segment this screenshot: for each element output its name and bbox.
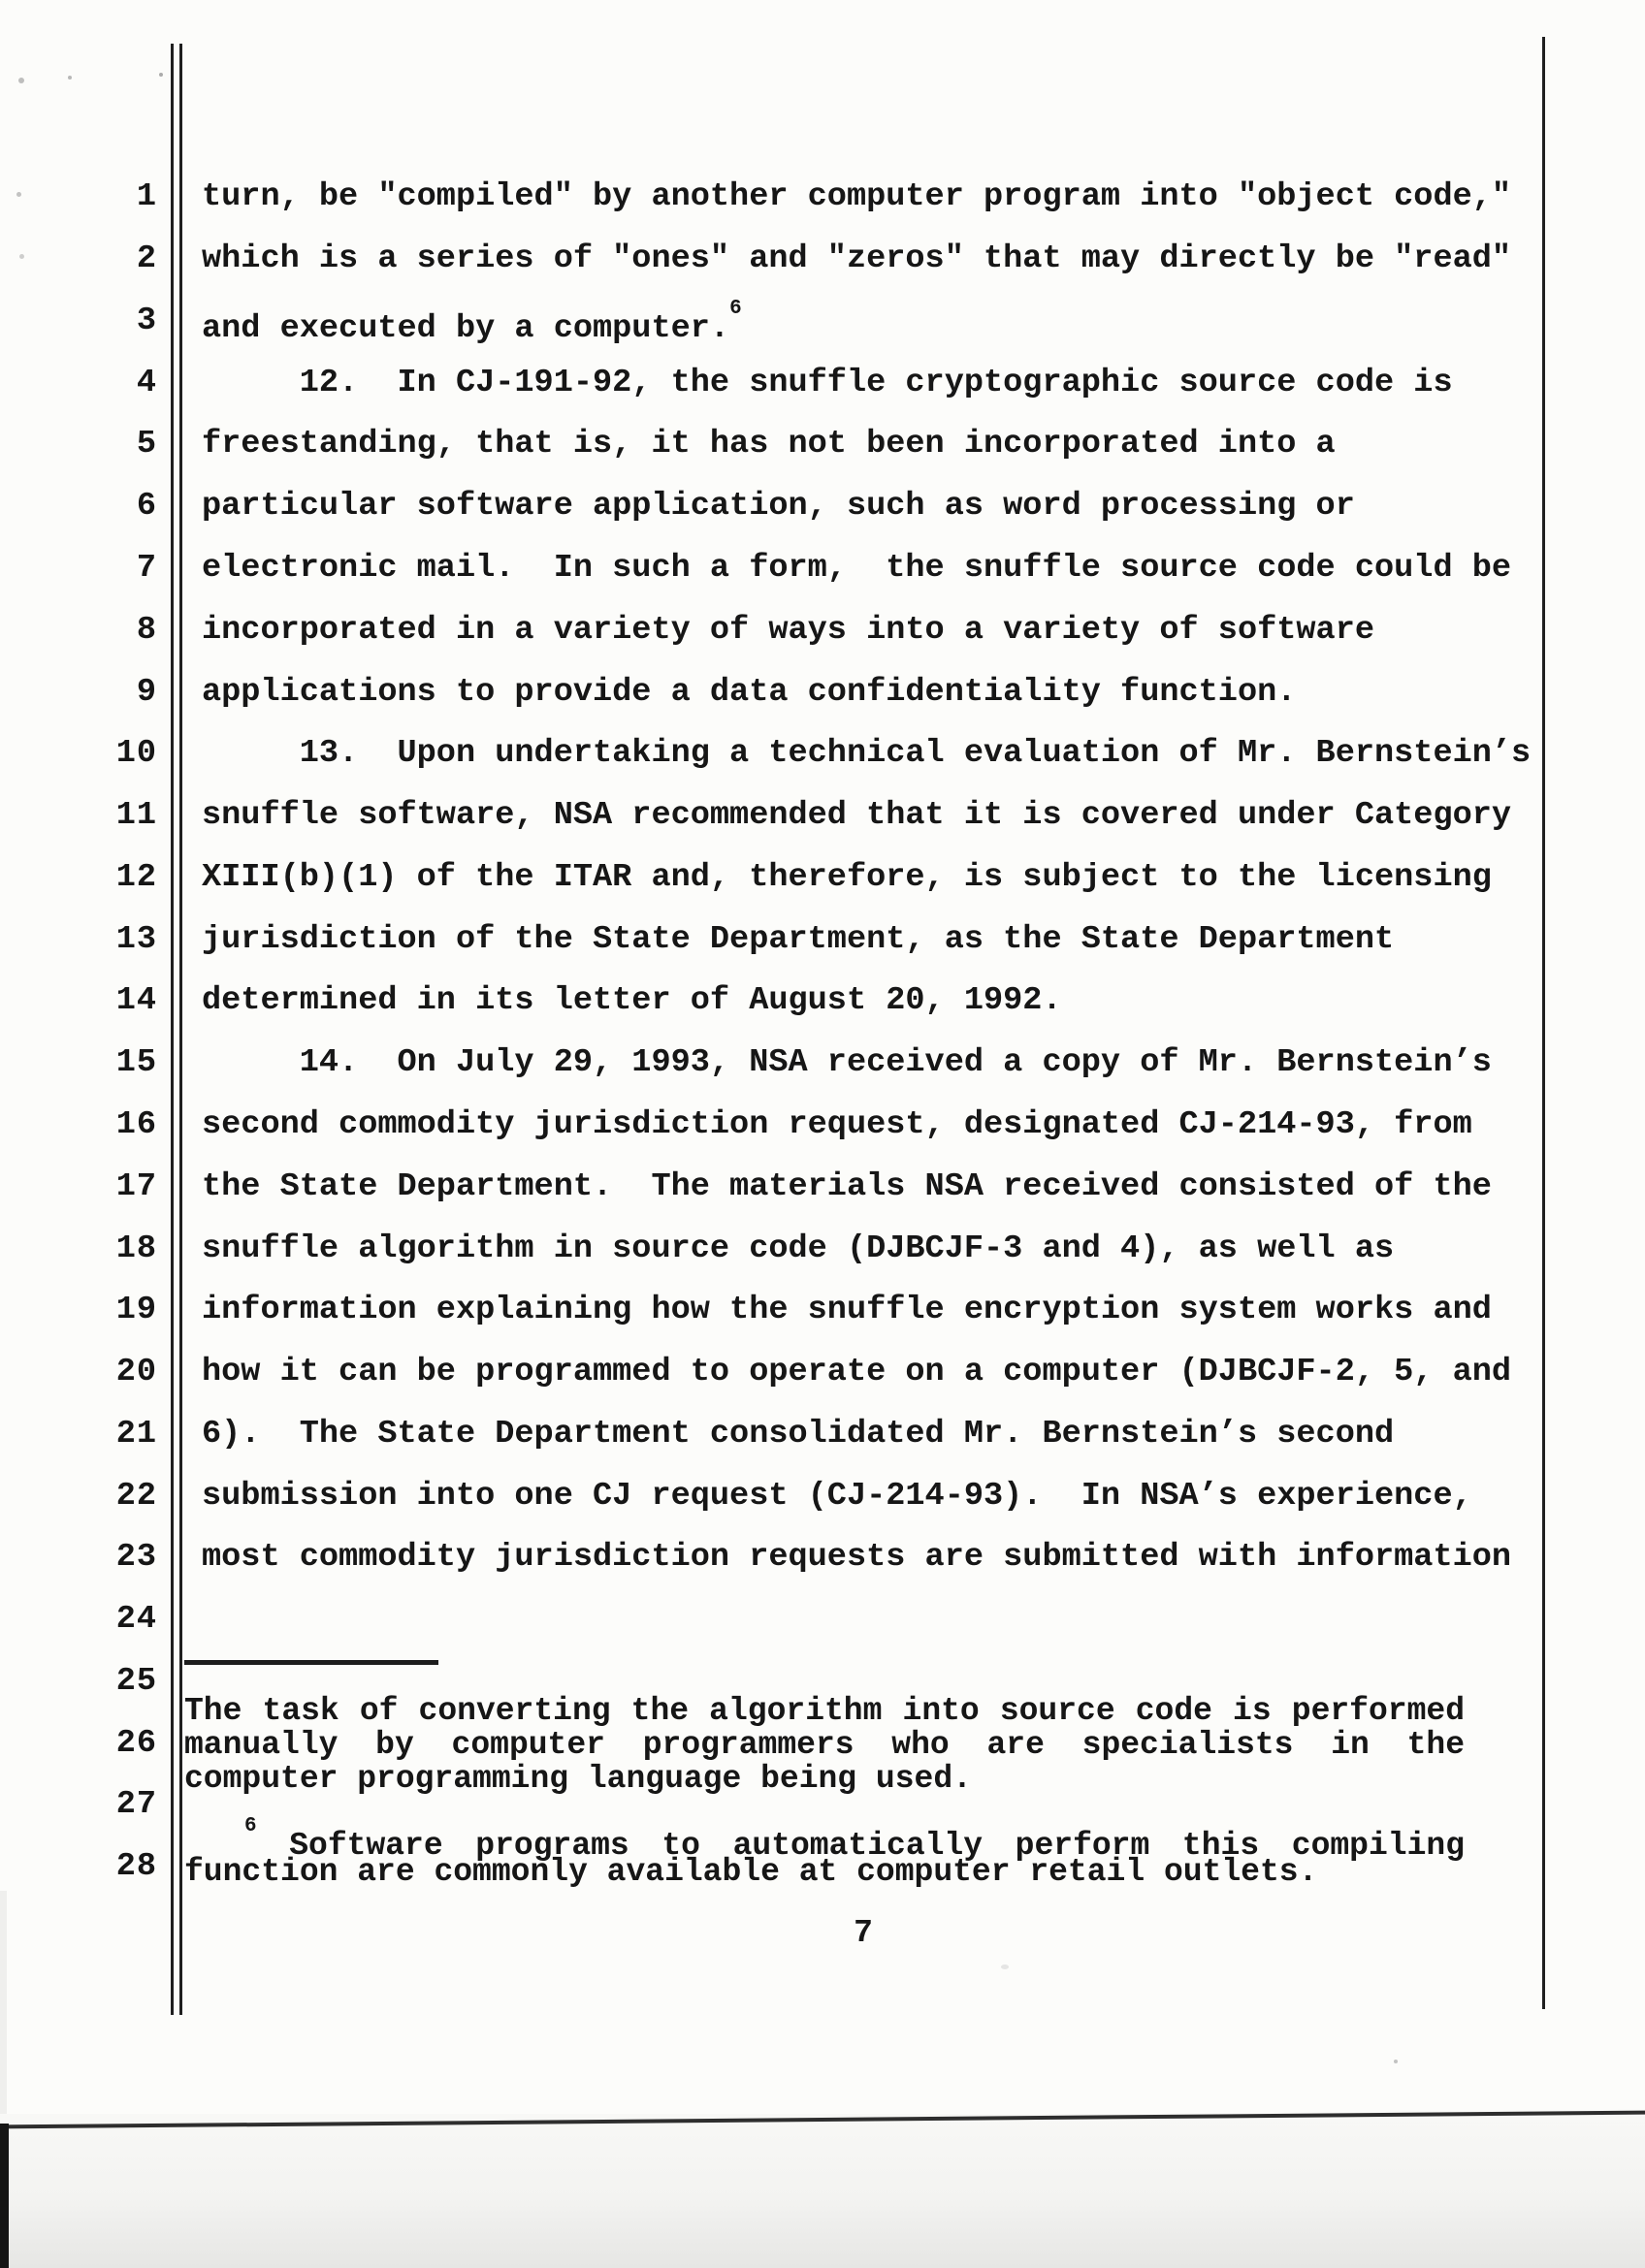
footnote-continuation-line: manually by computer programmers who are specialists in the [184,1727,1465,1763]
line-text: 13. Upon undertaking a technical evaluation of Mr. Bernstein’s [202,735,1532,772]
pleading-line [0,1538,1645,1579]
line-number: 25 [115,1663,157,1700]
pleading-line [0,1167,1645,1208]
scan-speck [16,192,21,197]
pleading-line [0,549,1645,590]
line-text: 12. In CJ-191-92, the snuffle cryptographic source code is [202,365,1453,401]
pleading-line [0,1230,1645,1270]
pleading-line [0,981,1645,1022]
scan-edge-shading [0,1891,7,2124]
pleading-line [0,240,1645,280]
pleading-line [0,1043,1645,1084]
line-text: XIII(b)(1) of the ITAR and, therefore, is subject to the licensing [202,859,1492,896]
line-number: 11 [115,797,157,834]
line-number: 24 [115,1601,157,1638]
pleading-line [0,1291,1645,1331]
line-number: 27 [115,1786,157,1823]
scanner-background [0,2114,1645,2268]
line-number: 6 [136,488,157,525]
pleading-line [0,1353,1645,1393]
line-text: turn, be "compiled" by another computer program into "object code," [202,178,1512,215]
line-text: information explaining how the snuffle encryption system works and [202,1292,1492,1328]
line-number: 4 [136,365,157,401]
line-text: which is a series of "ones" and "zeros" that may directly be "read" [202,240,1512,277]
footnote-continuation-line: computer programming language being used. [184,1761,972,1797]
pleading-line [0,364,1645,404]
line-text: second commodity jurisdiction request, designated CJ-214-93, from [202,1106,1472,1143]
footnote-number-superscript: 6 [244,1815,257,1837]
line-number: 10 [115,735,157,772]
line-text: most commodity jurisdiction requests are submitted with information [202,1539,1512,1576]
scan-speck [159,73,163,77]
line-number: 12 [115,859,157,896]
line-text: jurisdiction of the State Department, as the State Department [202,921,1395,958]
line-number: 9 [136,674,157,711]
scan-speck [68,76,72,80]
line-number: 23 [115,1539,157,1576]
pleading-line [0,673,1645,714]
pleading-line [0,611,1645,652]
pleading-line [0,1415,1645,1455]
line-number: 15 [115,1044,157,1081]
line-text: 6). The State Department consolidated Mr. Bernstein’s second [202,1416,1395,1453]
line-text: electronic mail. In such a form, the snuffle source code could be [202,550,1512,587]
line-number: 1 [136,178,157,215]
pleading-line [0,425,1645,465]
footnote-separator-rule [184,1660,438,1665]
pleading-line [0,487,1645,527]
pleading-line [0,1477,1645,1517]
line-number: 14 [115,982,157,1019]
line-text-main: and executed by a computer. [202,310,730,348]
line-number: 22 [115,1478,157,1515]
footnote-ref-superscript: 6 [729,298,742,320]
pleading-line [0,920,1645,961]
line-number: 17 [115,1168,157,1205]
line-number: 16 [115,1106,157,1143]
line-text: the State Department. The materials NSA received consisted of the [202,1168,1492,1205]
line-text: particular software application, such as word processing or [202,488,1355,525]
pleading-line [0,796,1645,837]
line-text: how it can be programmed to operate on a computer (DJBCJF-2, 5, and [202,1354,1512,1390]
pleading-line [0,1600,1645,1641]
scan-edge-bar [0,2124,9,2268]
line-text [202,298,742,348]
footnote-6-text: Software programs to automatically perform this compiling [256,1828,1465,1864]
line-number: 19 [115,1292,157,1328]
pleading-line [0,734,1645,775]
line-text: determined in its letter of August 20, 1992. [202,982,1062,1019]
footnote-continuation-line: The task of converting the algorithm into source code is performed [184,1693,1465,1729]
line-number: 13 [115,921,157,958]
line-text: applications to provide a data confidentiality function. [202,674,1297,711]
footnote-6-line: function are commonly available at computer retail outlets. [184,1854,1318,1890]
line-number: 21 [115,1416,157,1453]
scan-speck [1394,2060,1398,2063]
line-number: 28 [115,1848,157,1885]
line-text: freestanding, that is, it has not been incorporated into a [202,426,1336,463]
line-text: snuffle software, NSA recommended that it is covered under Category [202,797,1512,834]
line-number: 3 [136,303,157,339]
line-number: 18 [115,1230,157,1267]
line-number: 20 [115,1354,157,1390]
scan-speck [1001,1965,1009,1969]
line-text: 14. On July 29, 1993, NSA received a copy of Mr. Bernstein’s [202,1044,1492,1081]
pleading-line [0,298,1645,348]
pleading-line [0,177,1645,218]
line-number: 26 [115,1725,157,1762]
line-number: 5 [136,426,157,463]
page-number: 7 [854,1915,873,1951]
line-text: snuffle algorithm in source code (DJBCJF-3 and 4), as well as [202,1230,1395,1267]
line-text: incorporated in a variety of ways into a variety of software [202,612,1375,649]
pleading-line [0,858,1645,899]
line-number: 7 [136,550,157,587]
line-number: 8 [136,612,157,649]
line-number: 2 [136,240,157,277]
scan-speck [19,254,24,259]
line-text: submission into one CJ request (CJ-214-93). In NSA’s experience, [202,1478,1472,1515]
pleading-line [0,1105,1645,1146]
scan-speck [18,78,24,83]
